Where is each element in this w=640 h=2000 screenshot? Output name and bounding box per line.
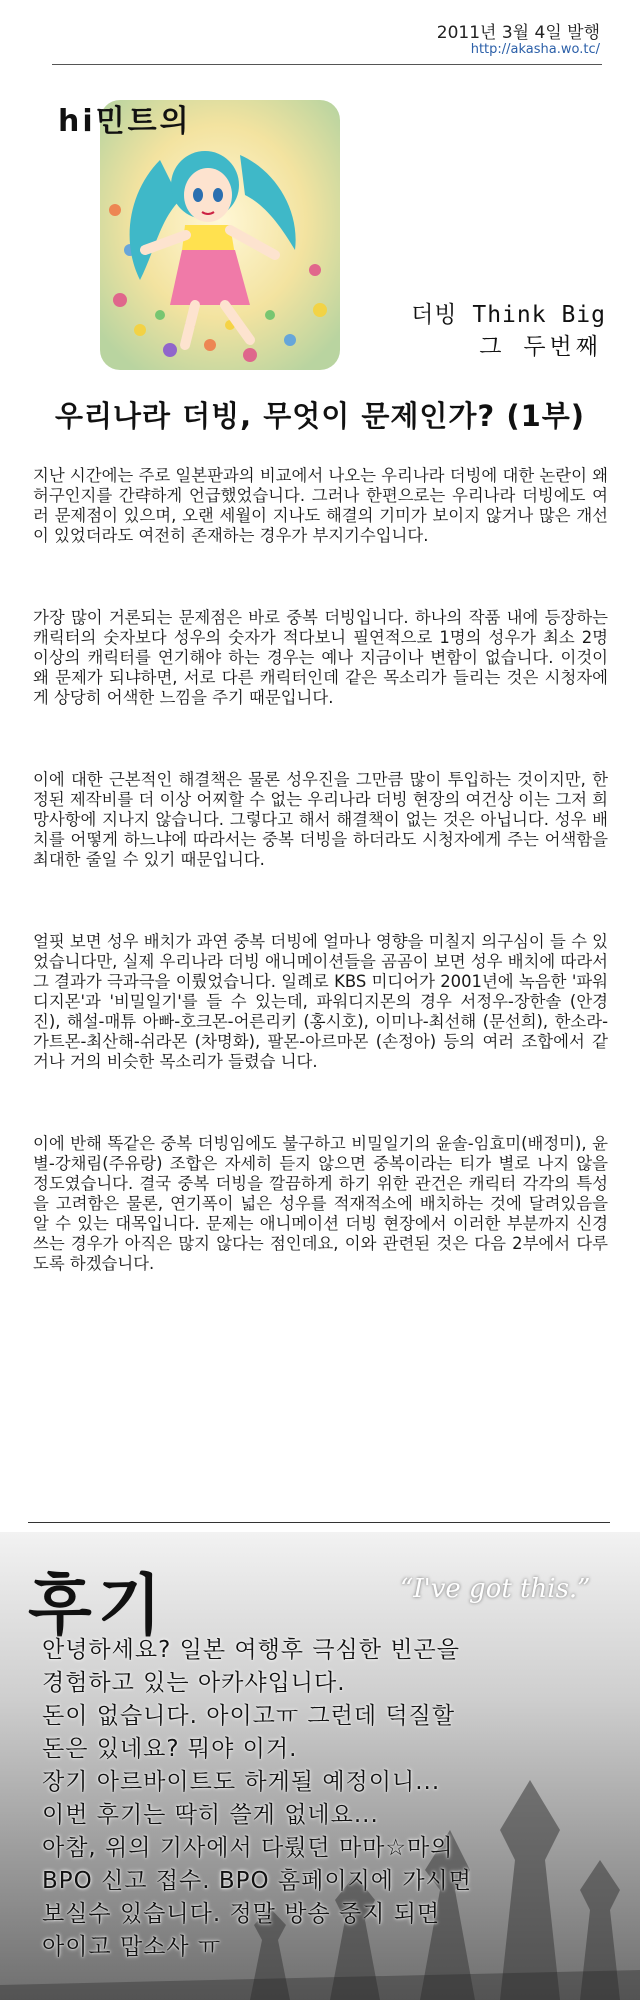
paragraph-4: 얼핏 보면 성우 배치가 과연 중복 더빙에 얼마나 영향을 미칠지 의구심이 들 수 있었습니다만, 실제 우리나라 더빙 애니메이션들을 곰곰이 보면 성우 배치에 따라서 그 결과가 극과극을 이뤘었습니다. 일례로 KBS 미디어가 2001년에 녹음한 '파워디지몬'과 '비밀일기'를 들 수 있는데, 파워디지몬의 경우 서정우-장한솔 (안경진), 해설-매튜 아빠-호크몬-어른리키 (홍시호), 이미나-최선해 (문선희), 한소라-가트몬-최산해-쉬라몬 (차명화), 팔몬-아르마몬 (손정아) 등의 여러 조합에서 같거나 거의 비슷한 목소리가 들렸습 니다.	[33, 932, 608, 1071]
site-url[interactable]: http://akasha.wo.tc/	[470, 42, 600, 57]
afterword-title: 후기	[28, 1567, 168, 1644]
afterword-line: BPO 신고 접수. BPO 홈페이지에 가시면	[42, 1868, 472, 1894]
series-subtitle: 그 두번째	[479, 334, 602, 360]
paragraph-5: 이에 반해 똑같은 중복 더빙임에도 불구하고 비밀일기의 윤솔-임효미(배정미), 윤별-강채림(주유랑) 조합은 자세히 듣지 않으면 중복이라는 티가 별로 나지 않을 정도였습니다. 결국 중복 더빙을 깔끔하게 하기 위한 관건은 캐릭터 각각의 특성을 고려함은 물론, 연기폭이 넓은 성우를 적재적소에 배치하는 것에 달려있음을 알 수 있는 대목입니다. 문제는 애니메이션 더빙 현장에서 이러한 부분까지 신경쓰는 경우가 아직은 많지 않다는 점인데요, 이와 관련된 것은 다음 2부에서 다루도록 하겠습니다.	[33, 1134, 608, 1273]
afterword-line: 안녕하세요? 일본 여행후 극심한 빈곤을	[42, 1637, 460, 1663]
afterword-text	[42, 1634, 622, 1964]
afterword-line: 보실수 있습니다. 정말 방송 중지 되면	[42, 1901, 441, 1927]
brand-title: hi민트의	[58, 104, 192, 139]
afterword-line: 돈은 있네요? 뭐야 이거.	[42, 1736, 298, 1762]
cover-illustration	[100, 100, 340, 370]
afterword-line: 돈이 없습니다. 아이고ㅠ 그런데 덕질할	[42, 1703, 456, 1729]
afterword-line: 장기 아르바이트도 하게될 예정이니...	[42, 1769, 441, 1795]
issue-date: 2011년 3월 4일 발행	[436, 23, 600, 43]
section-divider	[28, 1522, 610, 1523]
afterword-line: 아이고 맙소사 ㅠ	[42, 1934, 222, 1960]
series-title: 더빙 Think Big	[411, 302, 606, 328]
paragraph-3: 이에 대한 근본적인 해결책은 물론 성우진을 그만큼 많이 투입하는 것이지만, 한정된 제작비를 더 이상 어찌할 수 없는 우리나라 더빙 현장의 여건상 이는 그저 희망사항에 지나지 않습니다. 그렇다고 해서 해결책이 없는 것은 아닙니다. 성우 배치를 어떻게 하느냐에 따라서는 중복 더빙을 하더라도 시청자에게 주는 어색함을 최대한 줄일 수 있기 때문입니다.	[33, 770, 608, 869]
paragraph-1: 지난 시간에는 주로 일본판과의 비교에서 나오는 우리나라 더빙에 대한 논란이 왜 허구인지를 간략하게 언급했었습니다. 그러나 한편으로는 우리나라 더빙에도 여러 문제점이 있으며, 오랜 세월이 지나도 해결의 기미가 보이지 않거나 많은 개선이 있었더라도 여전히 존재하는 경우가 부지기수입니다.	[33, 466, 608, 545]
article-headline: 우리나라 더빙, 무엇이 문제인가? (1부)	[54, 399, 586, 433]
afterword-line: 이번 후기는 딱히 쓸게 없네요...	[42, 1802, 379, 1828]
header-divider	[52, 64, 602, 65]
paragraph-2: 가장 많이 거론되는 문제점은 바로 중복 더빙입니다. 하나의 작품 내에 등장하는 캐릭터의 숫자보다 성우의 숫자가 적다보니 필연적으로 1명의 성우가 최소 2명 이상의 캐릭터를 연기해야 하는 경우는 예나 지금이나 변함이 없습니다. 이것이 왜 문제가 되냐하면, 서로 다른 캐릭터인데 같은 목소리가 들리는 것은 시청자에게 상당히 어색한 느낌을 주기 때문입니다.	[33, 608, 608, 707]
afterword-quote: “I've got this.”	[400, 1574, 591, 1604]
afterword-line: 아참, 위의 기사에서 다뤘던 마마☆마의	[42, 1835, 454, 1861]
afterword-line: 경험하고 있는 아카샤입니다.	[42, 1670, 346, 1696]
article-body	[33, 466, 608, 1274]
afterword-section	[0, 1532, 640, 2000]
